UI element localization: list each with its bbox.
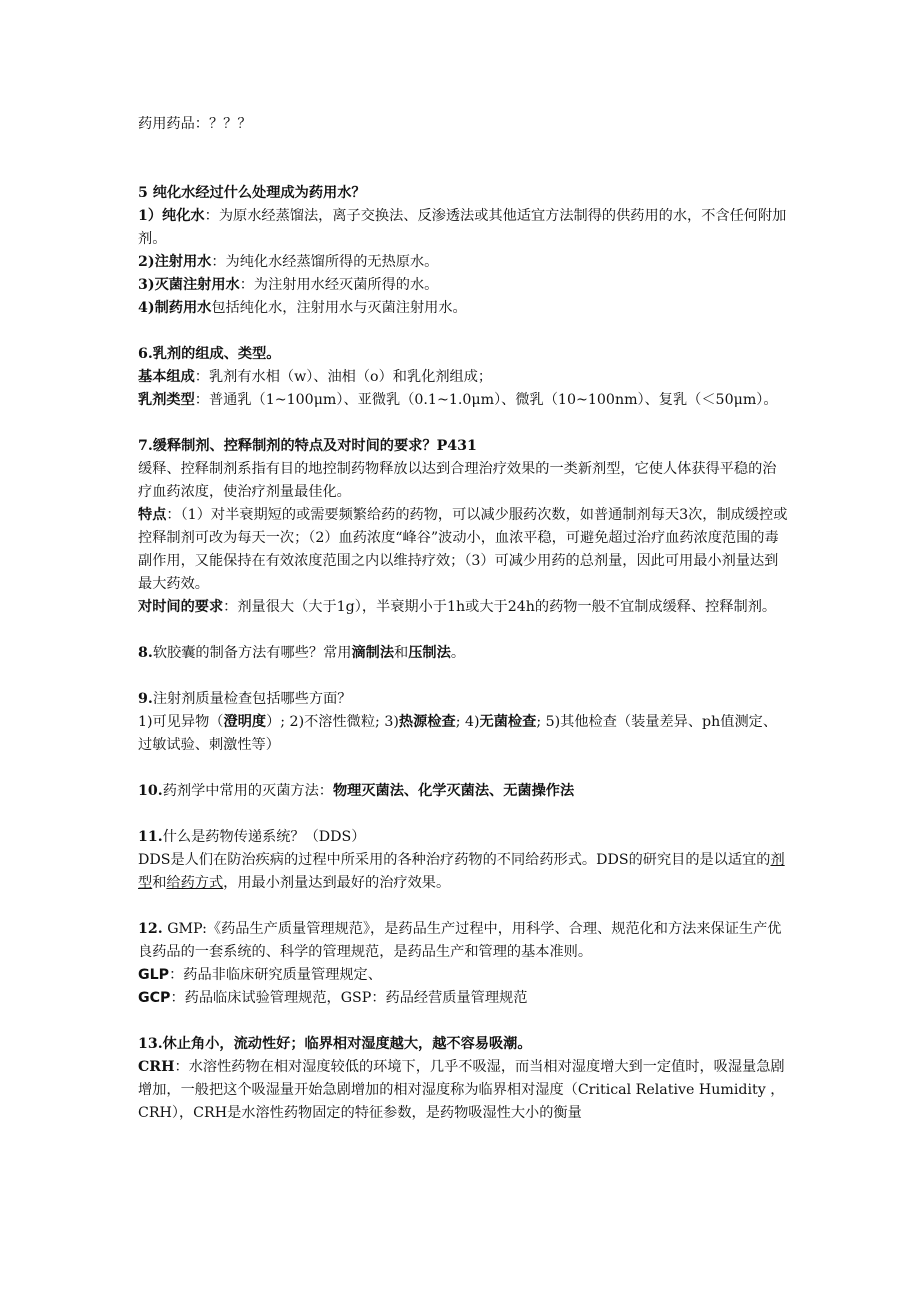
s12-gmp — [138, 918, 788, 964]
s9-answer — [138, 711, 788, 757]
s7-features-label: 特点 — [138, 507, 167, 523]
intro-line: 药用药品：？？？ — [138, 116, 252, 132]
s10-text: 药剂学中常用的灭菌方法： — [162, 783, 333, 799]
s9-answer-part-3: ; 4) — [455, 714, 480, 730]
s11-number: 11. — [138, 829, 163, 845]
s8-and: 和 — [394, 645, 409, 661]
s9-question — [138, 688, 788, 711]
s13-crh-label: CRH — [138, 1059, 175, 1075]
s11-question — [138, 826, 788, 849]
s11-answer-part-2: ，用最小剂量达到最好的治疗效果。 — [223, 875, 451, 891]
s8-text: 软胶囊的制备方法有哪些？常用 — [152, 645, 352, 661]
s6-question: 6.乳剂的组成、类型。 — [138, 346, 281, 362]
s6-composition-text: ：乳剂有水相（w）、油相（o）和乳化剂组成； — [194, 369, 493, 385]
s13-heading: 13.休止角小，流动性好；临界相对湿度越大，越不容易吸潮。 — [138, 1036, 532, 1052]
s5-item-2 — [138, 251, 788, 274]
s9-answer-part-4: ; 5)其他检查（装量差异、ph值测定、过敏试验、刺激性等） — [138, 714, 778, 753]
s10-line — [138, 780, 788, 803]
s11-route: 给药方式 — [166, 875, 224, 891]
s6-composition — [138, 366, 788, 389]
s10-number: 10. — [138, 783, 163, 799]
s12-number: 12. — [138, 921, 163, 937]
s13-crh-text: ：水溶性药物在相对湿度较低的环境下，几乎不吸湿，而当相对湿度增大到一定值时，吸湿量急剧增加，一般把这个吸湿量开始急剧增加的相对湿度称为临界相对湿度（Critical Relative Humidity ，CRH），CRH是水溶性药物固定的特征参数，是药物吸湿性大小的衡量 — [138, 1059, 785, 1121]
s11-answer — [138, 849, 788, 895]
s5-item-2-label: 2)注射用水 — [138, 254, 212, 270]
s5-item-2-text: ：为纯化水经蒸馏所得的无热原水。 — [211, 254, 439, 270]
s5-item-3-text: ：为注射用水经灭菌所得的水。 — [239, 277, 439, 293]
s7-features-text: ：（1）对半衰期短的或需要频繁给药的药物，可以减少服药次数，如普通制剂每天3次，制成缓控或控释制剂可改为每天一次；（2）血药浓度“峰谷”波动小，血浓平稳，可避免超过治疗血药浓度范围的毒副作用，又能保持在有效浓度范围之内以维持疗效；（3）可减少用药的总剂量，因此可用最小剂量达到最大药效。 — [138, 507, 788, 592]
s8-end: 。 — [450, 645, 466, 661]
s9-clarity: 澄明度 — [223, 714, 267, 730]
s12-glp — [138, 964, 788, 987]
s11-answer-part-1: DDS是人们在防治疾病的过程中所采用的各种治疗药物的不同给药形式。DDS的研究目的是以适宜的 — [138, 852, 771, 868]
s12-gmp-text: GMP:《药品生产质量管理规范》，是药品生产过程中，用科学、合理、规范化和方法来保证生产优良药品的一套系统的、科学的管理规范，是药品生产和管理的基本准则。 — [138, 921, 782, 960]
s5-item-1-label: 1）纯化水 — [138, 208, 205, 224]
s12-glp-label: GLP — [138, 967, 170, 983]
s5-item-4-text: 包括纯化水，注射用水与灭菌注射用水。 — [211, 300, 467, 316]
s6-types-text: ：普通乳（1~100μm）、亚微乳（0.1~1.0μm）、微乳（10~100nm）、复乳（＜50μm）。 — [194, 392, 778, 408]
s7-time-requirement — [138, 596, 788, 619]
s6-composition-label: 基本组成 — [138, 369, 195, 385]
s8-number: 8. — [138, 645, 153, 661]
document-body — [138, 113, 788, 1125]
s11-and: 和 — [152, 875, 167, 891]
s12-glp-text: ：药品非临床研究质量管理规定、 — [169, 967, 382, 983]
s5-item-1-text: ：为原水经蒸馏法，离子交换法、反渗透法或其他适宜方法制得的供药用的水，不含任何附加剂。 — [138, 208, 787, 247]
s12-gcp — [138, 987, 788, 1010]
s7-time-text: ：剂量很大（大于1g），半衰期小于1h或大于24h的药物一般不宜制成缓释、控释制剂。 — [223, 599, 777, 615]
s6-types — [138, 389, 788, 412]
s8-method-2: 压制法 — [408, 645, 451, 661]
s11-question-text: 什么是药物传递系统？（DDS） — [162, 829, 366, 845]
s5-question: 5 纯化水经过什么处理成为药用水？ — [138, 185, 366, 201]
s7-features — [138, 504, 788, 596]
s13-crh — [138, 1056, 788, 1125]
s7-question: 7.缓释制剂、控释制剂的特点及对时间的要求？P431 — [138, 438, 477, 454]
s9-answer-part-1: 1)可见异物（ — [138, 714, 224, 730]
s5-item-1 — [138, 205, 788, 251]
s7-definition: 缓释、控释制剂系指有目的地控制药物释放以达到合理治疗效果的一类新剂型，它使人体获得平稳的治疗血药浓度，使治疗剂量最佳化。 — [138, 461, 777, 500]
s5-item-4-label: 4)制药用水 — [138, 300, 212, 316]
s8-method-1: 滴制法 — [351, 645, 395, 661]
s9-answer-part-2: ）; 2)不溶性微粒; 3) — [266, 714, 399, 730]
s12-gcp-text: ：药品临床试验管理规范，GSP：药品经营质量管理规范 — [170, 990, 528, 1006]
s9-sterility-test: 无菌检查 — [479, 714, 537, 730]
s9-question-text: 注射剂质量检查包括哪些方面？ — [152, 691, 352, 707]
s7-time-label: 对时间的要求 — [138, 599, 224, 615]
s5-item-3 — [138, 274, 788, 297]
s5-item-4 — [138, 297, 788, 320]
s5-item-3-label: 3)灭菌注射用水 — [138, 277, 240, 293]
s12-gcp-label: GCP — [138, 990, 171, 1006]
s8-line — [138, 642, 788, 665]
s6-types-label: 乳剂类型 — [138, 392, 195, 408]
s9-pyrogen-test: 热源检查 — [398, 714, 456, 730]
s9-number: 9. — [138, 691, 153, 707]
s11-dosage-form: 剂型 — [138, 852, 785, 891]
s10-methods: 物理灭菌法、化学灭菌法、无菌操作法 — [332, 783, 575, 799]
